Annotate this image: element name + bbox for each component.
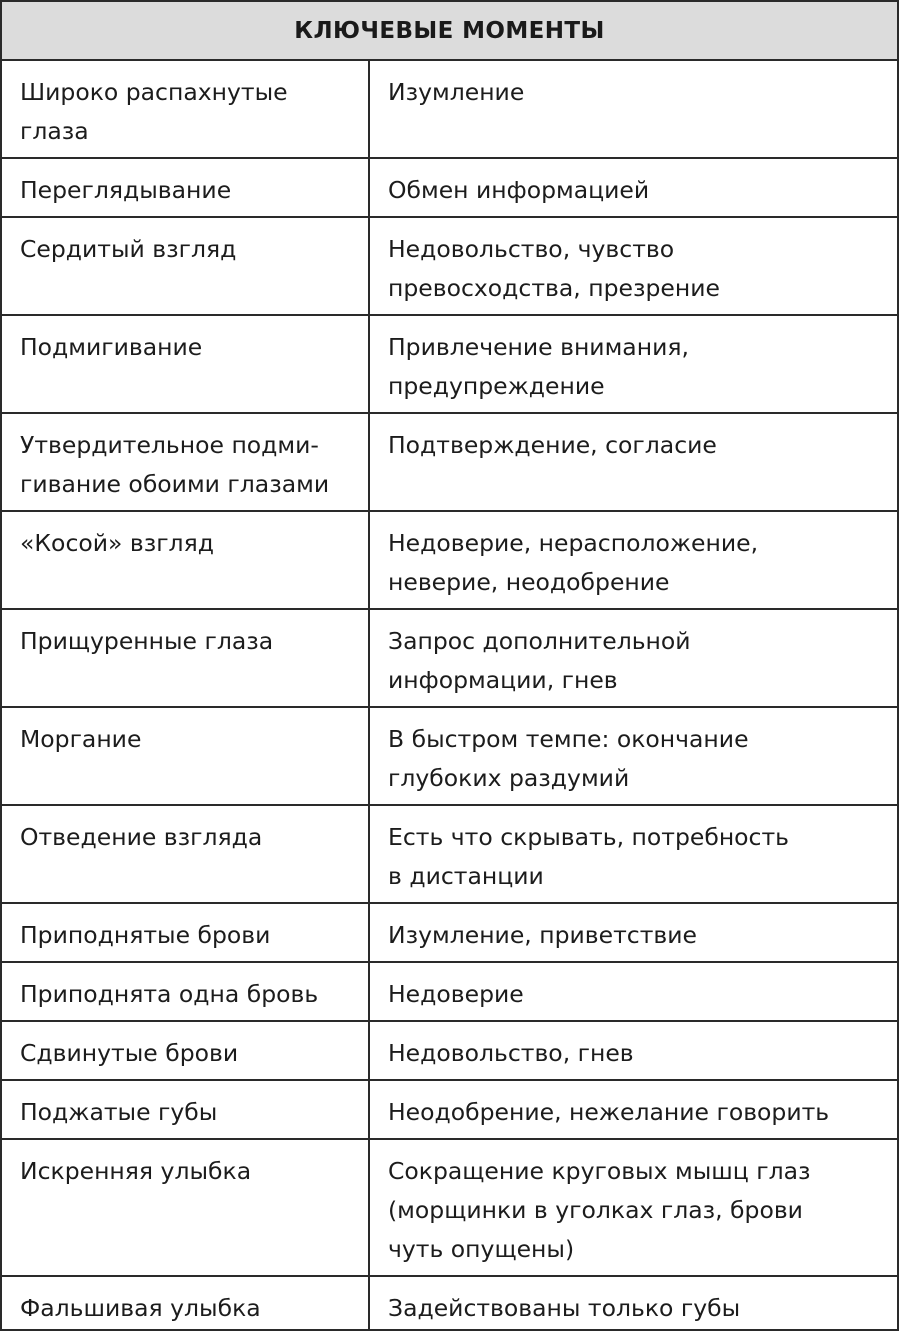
- row-sign-cell: Искренняя улыбка: [2, 1140, 370, 1277]
- row-sign-cell: Приподнята одна бровь: [2, 963, 370, 1022]
- row-meaning-cell: Задействованы только губы: [388, 1294, 741, 1322]
- row-sign-cell: Отведение взгляда: [2, 806, 370, 904]
- row-sign-cell: Приподнятые брови: [2, 904, 370, 963]
- row-meaning-cell: Запрос дополнительной информации, гнев: [370, 610, 897, 708]
- row-sign-cell: «Косой» взгляд: [2, 512, 370, 610]
- row-sign-cell: Широко распахнутые глаза: [2, 61, 370, 159]
- row-sign-cell: Моргание: [2, 708, 370, 806]
- row-meaning-cell: Недовольство, чувство превосходства, презрение: [370, 218, 897, 316]
- row-sign-cell: Прищуренные глаза: [2, 610, 370, 708]
- row-sign-cell: Фальшивая улыбка: [2, 1277, 370, 1329]
- row-meaning-cell: Изумление: [370, 61, 897, 159]
- row-sign-cell: Поджатые губы: [2, 1081, 370, 1140]
- row-sign-cell: Сердитый взгляд: [2, 218, 370, 316]
- row-meaning-cell: Есть что скрывать, потребность в дистанции: [370, 806, 897, 904]
- row-sign-cell: Переглядывание: [2, 159, 370, 218]
- row-meaning-cell: В быстром темпе: окончание глубоких раздумий: [370, 708, 897, 806]
- row-sign-cell: Подмигивание: [2, 316, 370, 414]
- row-meaning-cell: Обмен информацией: [370, 159, 897, 218]
- table-header: КЛЮЧЕВЫЕ МОМЕНТЫ: [2, 2, 897, 61]
- row-meaning-cell: Подтверждение, согласие: [370, 414, 897, 512]
- row-meaning-cell: Привлечение внимания, предупреждение: [370, 316, 897, 414]
- row-meaning-cell: Недоверие, нерасположение, неверие, неодобрение: [370, 512, 897, 610]
- row-sign-cell: Сдвинутые брови: [2, 1022, 370, 1081]
- row-meaning-cell: Изумление, приветствие: [370, 904, 897, 963]
- row-meaning-cell: Сокращение круговых мышц глаз (морщинки в уголках глаз, брови чуть опущены): [370, 1140, 897, 1277]
- row-meaning-cell: Неодобрение, нежелание говорить: [370, 1081, 897, 1140]
- row-sign-cell: Утвердительное подми- гивание обоими глазами: [2, 414, 370, 512]
- row-meaning-cell: Недоверие: [370, 963, 897, 1022]
- row-meaning-cell: Недовольство, гнев: [370, 1022, 897, 1081]
